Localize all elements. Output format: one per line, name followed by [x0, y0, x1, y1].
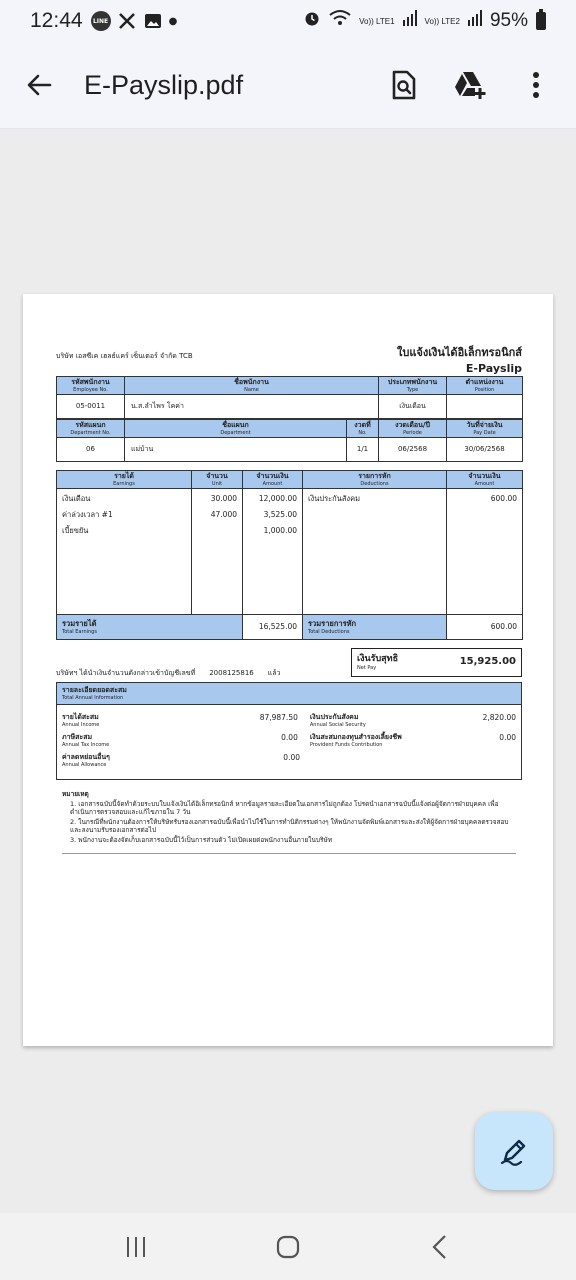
earning-label: ค่าล่วงเวลา #1	[62, 510, 113, 519]
x-app-icon	[117, 11, 137, 31]
remarks-title: หมายเหตุ	[62, 789, 89, 798]
net-pay-value: 15,925.00	[459, 656, 516, 668]
earnings-labels	[57, 489, 192, 615]
employee-no: 05-0011	[57, 395, 125, 419]
total-earnings-label: รวมรายได้ Total Earnings	[57, 615, 243, 640]
annual-social-security-label: เงินประกันสังคม Annual Social Security	[309, 712, 366, 728]
status-bar	[0, 0, 576, 42]
back-button[interactable]	[18, 64, 60, 106]
account-number: 2008125816	[209, 669, 254, 677]
deduction-amount: 600.00	[490, 494, 517, 503]
line-app-icon: LINE	[91, 11, 111, 31]
earning-amount: 1,000.00	[263, 526, 297, 535]
header-earnings: รายได้ Earnings	[57, 471, 192, 489]
app-bar	[0, 42, 576, 129]
provident-fund-label: เงินสะสมกองทุนสำรองเลี้ยงชีพ Provident Funds Contribution	[309, 732, 402, 748]
remarks-list	[62, 800, 516, 845]
total-deductions-label: รวมรายการหัก Total Deductions	[303, 615, 447, 640]
pen-edit-icon	[499, 1136, 529, 1166]
more-options-button[interactable]	[516, 65, 556, 105]
earning-unit: 30.000	[210, 494, 237, 503]
net-pay-box	[351, 648, 522, 677]
employee-position	[447, 395, 523, 419]
header-deductions: รายการหัก Deductions	[303, 471, 447, 489]
battery-icon	[536, 12, 546, 30]
title-english: E-Payslip	[465, 361, 522, 375]
header-period-no: งวดที่ No.	[347, 420, 379, 438]
header-department: ชื่อแผนก Department	[125, 420, 347, 438]
remark-item: 2. ในกรณีที่พนักงานต้องการให้บริษัทรับรองเอกสารฉบับนี้เพื่อนำไปใช้ในการทำนิติกรรมต่างๆ ให้พนักงานจัดพิมพ์เอกสารและส่งให้ผู้จัดการฝ่ายบุคคลตรวจสอบและลงนามรับรองเอกสารต่อไป	[70, 818, 509, 835]
remark-item: 1. เอกสารฉบับนี้จัดทำด้วยระบบใบแจ้งเงินได้อิเล็กทรอนิกส์ หากข้อมูลรายละเอียดในเอกสารไม่ถูกต้อง โปรดนำเอกสารฉบับนี้แจ้งต่อผู้จัดการฝ่ายบุคคล เพื่อดำเนินการตรวจสอบและแก้ไขภายใน 7 วัน	[70, 799, 499, 816]
period-no: 1/1	[347, 438, 379, 462]
total-earnings-value: 16,525.00	[243, 615, 303, 640]
wifi-icon	[329, 9, 351, 33]
header-pay-date: วันที่จ่ายเงิน Pay Date	[447, 420, 523, 438]
annual-allowance-label: ค่าลดหย่อนอื่นๆ Annual Allowance	[62, 752, 110, 768]
earning-unit: 47.000	[210, 510, 237, 519]
home-button[interactable]	[264, 1223, 312, 1271]
signal1-icon	[403, 10, 417, 32]
earnings-units	[192, 489, 243, 615]
earning-label: เงินเดือน	[62, 494, 91, 503]
department-name: แม่บ้าน	[125, 438, 347, 462]
more-notifications-dot-icon: ●	[168, 15, 178, 27]
signal2-icon	[468, 10, 482, 32]
search-document-button[interactable]	[384, 65, 424, 105]
periode: 06/2568	[379, 438, 447, 462]
annual-row	[62, 733, 516, 753]
back-nav-button[interactable]	[416, 1223, 464, 1271]
annual-income-value: 87,987.50	[259, 712, 298, 722]
company-name: บริษัท เอสซีเค เฮลธ์แคร์ เซ็นเตอร์ จำกัด TCB	[56, 352, 193, 360]
employee-table	[56, 376, 523, 419]
add-to-drive-button[interactable]	[450, 65, 490, 105]
annual-row	[62, 713, 516, 733]
header-earn-amount: จำนวนเงิน Amount	[243, 471, 303, 489]
lte1-indicator: Vo)) LTE1	[359, 16, 395, 26]
header-name: ชื่อพนักงาน Name	[125, 377, 379, 395]
header-deduct-amount: จำนวนเงิน Amount	[447, 471, 523, 489]
net-pay-label: เงินรับสุทธิ Net Pay	[357, 653, 399, 671]
provident-fund-value: 0.00	[499, 732, 516, 742]
deduction-label: เงินประกันสังคม	[308, 494, 361, 503]
recent-apps-icon	[124, 1235, 148, 1259]
arrow-left-icon	[25, 71, 53, 99]
title-thai: ใบแจ้งเงินได้อิเล็กทรอนิกส์	[396, 346, 522, 359]
header-periode: งวดเดือน/ปี Periode	[379, 420, 447, 438]
employee-type: เงินเดือน	[379, 395, 447, 419]
system-nav-bar	[0, 1213, 576, 1280]
annual-social-security-value: 2,820.00	[482, 712, 516, 722]
earning-amount: 12,000.00	[258, 494, 297, 503]
earning-amount: 3,525.00	[263, 510, 297, 519]
deductions-labels	[303, 489, 447, 615]
remarks	[56, 790, 522, 854]
app-actions	[384, 65, 556, 105]
department-no: 06	[57, 438, 125, 462]
drive-add-icon	[453, 70, 487, 100]
header-type: ประเภทพนักงาน Type	[379, 377, 447, 395]
deductions-amounts	[447, 489, 523, 615]
payslip-title	[397, 346, 522, 376]
payslip-header	[56, 346, 522, 376]
earnings-amounts	[243, 489, 303, 615]
department-table	[56, 419, 523, 462]
earning-label: เบี้ยขยัน	[62, 526, 89, 535]
annual-income-label: รายได้สะสม Annual Income	[62, 712, 100, 728]
transfer-suffix: แล้ว	[267, 669, 281, 677]
battery-level: 95%	[489, 10, 528, 31]
annual-body	[57, 705, 521, 779]
earnings-table	[56, 470, 523, 640]
header-department-no: รหัสแผนก Department No.	[57, 420, 125, 438]
lte2-indicator: Vo)) LTE2	[424, 16, 460, 26]
recent-apps-button[interactable]	[112, 1223, 160, 1271]
header-employee-no: รหัสพนักงาน Employee No.	[57, 377, 125, 395]
annual-header: รายละเอียดยอดสะสม Total Annual Information	[57, 683, 521, 705]
annual-row	[62, 753, 516, 773]
chevron-left-icon	[430, 1234, 450, 1260]
total-deductions-value: 600.00	[447, 615, 523, 640]
pdf-page[interactable]	[23, 294, 553, 1046]
gallery-icon	[143, 11, 163, 31]
employee-name: น.ส.ลำไพร โคค่า	[125, 395, 379, 419]
system-icons	[303, 9, 546, 33]
edit-fab-button[interactable]	[475, 1112, 553, 1190]
payslip	[56, 346, 522, 854]
home-icon	[275, 1234, 301, 1260]
remark-item: 3. พนักงานจะต้องจัดเก็บเอกสารฉบับนี้ไว้เป็นการส่วนตัว ไม่เปิดเผยต่อพนักงานอื่นภายในบริษัท	[70, 836, 333, 845]
header-position: ตำแหน่งงาน Position	[447, 377, 523, 395]
earning-unit	[197, 526, 237, 542]
notification-icons	[91, 11, 178, 31]
status-time: 12:44	[30, 9, 83, 32]
alarm-icon	[303, 9, 321, 33]
annual-tax-value: 0.00	[281, 732, 298, 742]
header-unit: จำนวน Unit	[192, 471, 243, 489]
file-title: E-Payslip.pdf	[84, 69, 244, 100]
pay-date: 30/06/2568	[447, 438, 523, 462]
divider	[62, 853, 516, 854]
annual-tax-label: ภาษีสะสม Annual Tax Income	[62, 732, 110, 748]
more-vertical-icon	[532, 72, 540, 98]
transfer-text: บริษัทฯ ได้นำเงินจำนวนดังกล่าวเข้าบัญชีเลขที่	[56, 669, 196, 677]
document-search-icon	[391, 70, 417, 100]
annual-allowance-value: 0.00	[283, 752, 300, 762]
annual-info	[56, 682, 522, 780]
